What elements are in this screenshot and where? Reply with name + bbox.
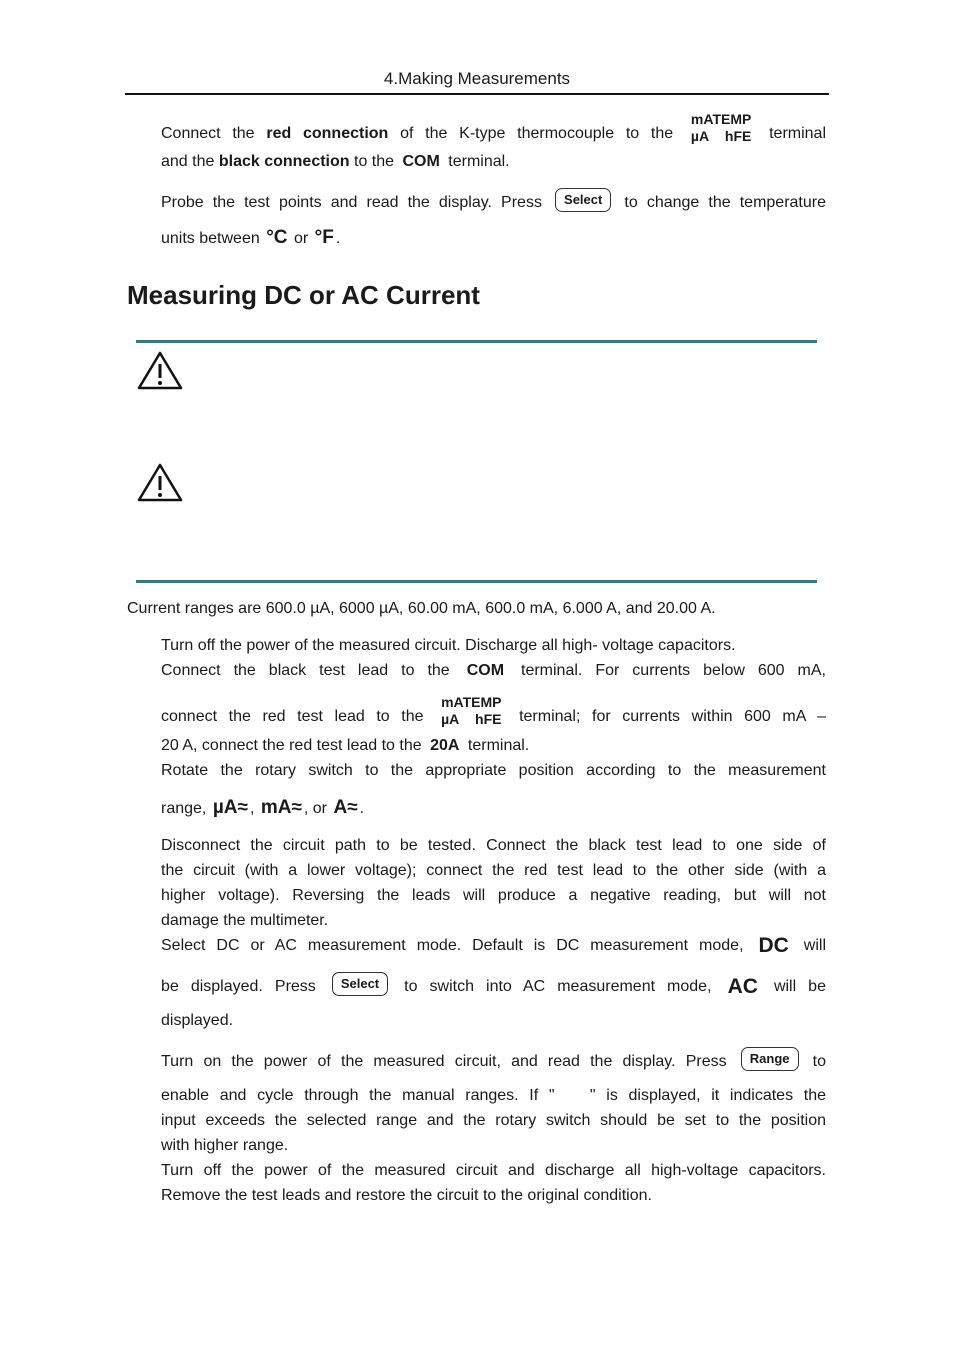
com-terminal-icon: COM [466, 662, 505, 679]
ma-temp-terminal-icon: mATEMP µA hFE [441, 694, 502, 727]
ma-temp-terminal-icon: mATEMP µA hFE [690, 111, 752, 144]
microamp-ac-dc-icon: µA≈ [212, 797, 248, 818]
text: . [359, 800, 365, 817]
text: be displayed. Press [161, 978, 316, 996]
select-key-icon: Select [332, 972, 388, 996]
text: will be [773, 978, 826, 996]
text: terminal. [448, 153, 510, 170]
text: , [249, 800, 255, 817]
text: and the [161, 153, 215, 170]
text: Select DC or AC measurement mode. Default is DC measurement mode, [161, 937, 744, 955]
temp-line-3 [161, 191, 826, 215]
text: . [335, 230, 341, 247]
text: or [293, 230, 309, 247]
text: 20 A, connect the red test lead to the [161, 737, 422, 754]
text: Connect the [161, 125, 255, 143]
current-ranges-text: Current ranges are 600.0 µA, 6000 µA, 60.00 mA, 600.0 mA, 6.000 A, and 20.00 A. [127, 600, 716, 617]
text: will [803, 937, 826, 955]
text: to switch into AC measurement mode, [404, 978, 712, 996]
select-key-icon: Select [555, 188, 611, 212]
text: terminal. [467, 737, 530, 754]
step-5-line-1 [161, 934, 826, 958]
temp-line-1 [161, 111, 826, 144]
step-7-line-2: Remove the test leads and restore the circuit to the original condition. [161, 1187, 652, 1204]
text: , or [303, 800, 328, 817]
text: to change the temperature [624, 194, 826, 212]
step-2-line-3 [161, 734, 826, 758]
step-2-line-2 [161, 694, 826, 727]
step-4-line-2: the circuit (with a lower voltage); connect the red test lead to the other side (with a [161, 862, 826, 879]
step-6-line-4: with higher range. [161, 1137, 289, 1154]
ac-indicator-icon: AC [727, 975, 758, 998]
step-6-line-1 [161, 1050, 826, 1074]
step-4-line-1: Disconnect the circuit path to be tested. Connect the black test lead to one side of [161, 837, 826, 854]
20a-terminal-icon: 20A [430, 737, 460, 754]
text: enable and cycle through the manual ranges. If " [161, 1087, 555, 1104]
step-7-line-1: Turn off the power of the measured circuit and discharge all high-voltage capacitors. [161, 1162, 826, 1179]
warning-triangle-icon [137, 462, 183, 502]
com-terminal-icon: COM [402, 153, 440, 170]
step-4-line-4: damage the multimeter. [161, 912, 329, 929]
step-2-line-1 [161, 659, 826, 683]
text: terminal. For currents below 600 mA, [521, 662, 826, 679]
fahrenheit-icon: °F [314, 227, 334, 248]
warning-triangle-icon [137, 350, 183, 390]
text: Turn on the power of the measured circuit, and read the display. Press [161, 1053, 727, 1071]
text: to [812, 1053, 826, 1071]
step-4-line-3: higher voltage). Reversing the leads will produce a negative reading, but will not [161, 887, 826, 904]
warning-box-top-rule [136, 340, 817, 343]
step-6-line-2 [161, 1084, 826, 1108]
range-key-icon: Range [741, 1047, 799, 1071]
text: terminal [769, 125, 826, 143]
text: to the [354, 153, 395, 170]
red-connection-label: red connection [266, 125, 389, 143]
page-header-title: 4.Making Measurements [383, 69, 571, 88]
step-5-line-2 [161, 975, 826, 999]
step-3-line-2 [161, 796, 826, 820]
text: " is displayed, it indicates the [589, 1087, 826, 1104]
temp-line-4 [161, 226, 826, 250]
header-divider [125, 93, 829, 95]
step-5-line-3: displayed. [161, 1012, 234, 1029]
text: Connect the black test lead to the [161, 662, 450, 679]
step-6-line-3: input exceeds the selected range and the rotary switch should be set to the position [161, 1112, 826, 1129]
text: terminal; for currents within 600 mA – [519, 708, 826, 726]
section-heading: Measuring DC or AC Current [127, 280, 480, 310]
dc-indicator-icon: DC [758, 934, 789, 957]
warning-box-bottom-rule [136, 580, 817, 583]
text: Probe the test points and read the display. Press [161, 194, 542, 212]
step-3-line-1: Rotate the rotary switch to the appropriate position according to the measurement [161, 762, 826, 779]
step-1: Turn off the power of the measured circuit. Discharge all high- voltage capacitors. [161, 637, 736, 654]
milliamp-ac-dc-icon: mA≈ [260, 797, 302, 818]
black-connection-label: black connection [218, 153, 350, 170]
text: range, [161, 800, 207, 817]
text: units between [161, 230, 260, 247]
amp-ac-dc-icon: A≈ [333, 797, 358, 818]
text: connect the red test lead to the [161, 708, 424, 726]
celsius-icon: °C [266, 227, 288, 248]
text: of the K-type thermocouple to the [400, 125, 674, 143]
temp-line-2 [161, 150, 826, 174]
